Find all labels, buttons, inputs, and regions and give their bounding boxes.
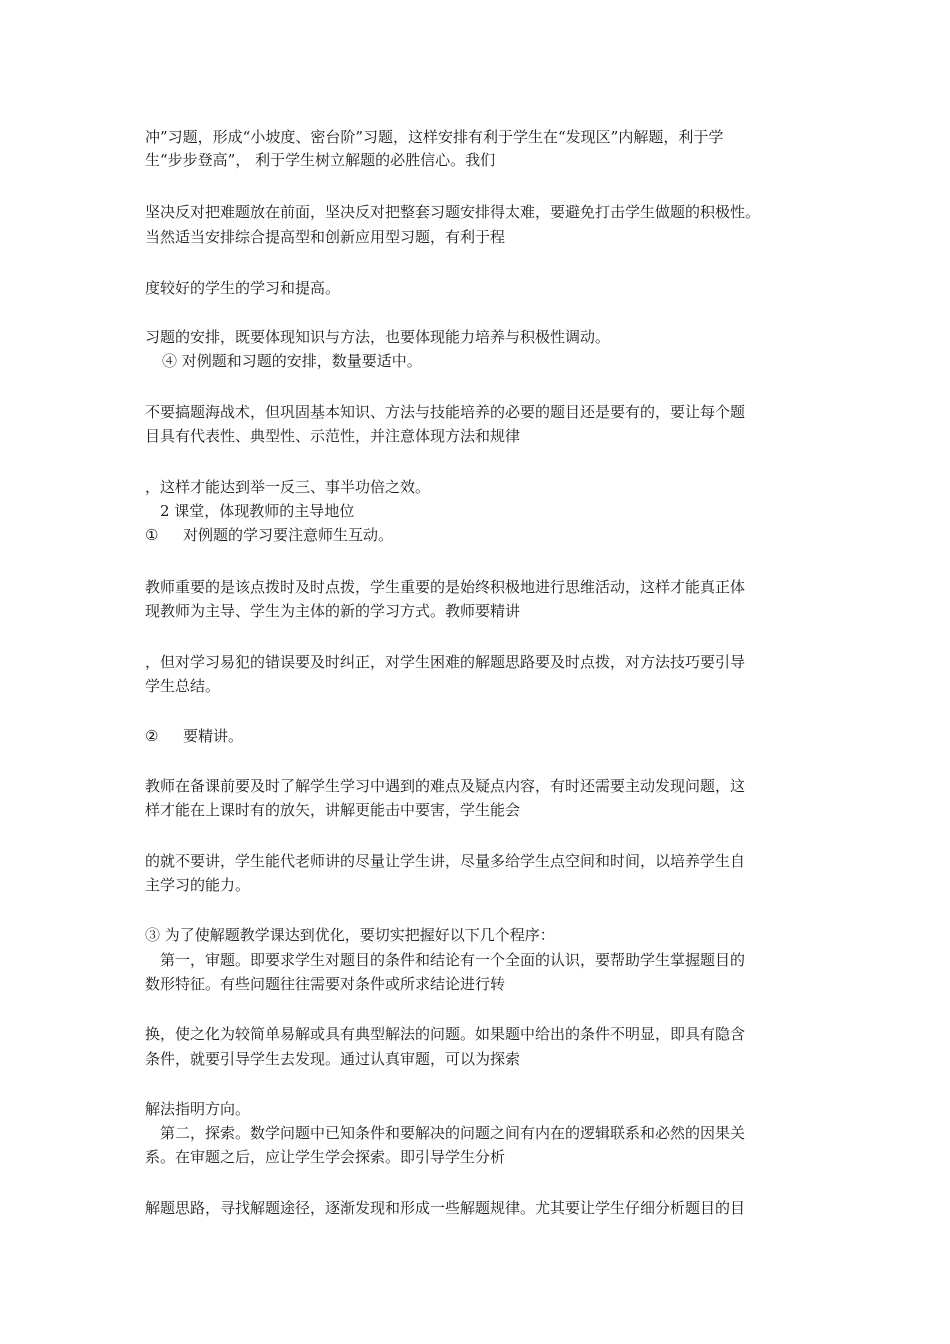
text-line: ③ 为了使解题教学课达到优化，要切实把握好以下几个程序：: [145, 926, 555, 944]
text-line: 样才能在上课时有的放矢，讲解更能击中要害，学生能会: [145, 801, 521, 819]
text-line: 不要搞题海战术，但巩固基本知识、方法与技能培养的必要的题目还是要有的，要让每个题: [145, 403, 746, 421]
text-line: 解题思路，寻找解题途径，逐渐发现和形成一些解题规律。尤其要让学生仔细分析题目的目: [145, 1199, 746, 1217]
text-line: ，这样才能达到举一反三、事半功倍之效。: [145, 478, 431, 496]
section-heading: 2 课堂，体现教师的主导地位: [160, 502, 355, 520]
text-line: 换，使之化为较简单易解或具有典型解法的问题。如果题中给出的条件不明显，即具有隐含: [145, 1025, 746, 1043]
text-line: 的就不要讲，学生能代老师讲的尽量让学生讲，尽量多给学生点空间和时间，以培养学生自: [145, 852, 746, 870]
text-line: ④ 对例题和习题的安排，数量要适中。: [162, 352, 422, 370]
text-line: 冲”习题，形成“小坡度、密台阶”习题，这样安排有利于学生在“发现区”内解题，利于学: [145, 128, 724, 146]
text-line: 坚决反对把难题放在前面，坚决反对把整套习题安排得太难，要避免打击学生做题的积极性。: [145, 203, 761, 221]
list-marker: ②: [145, 727, 159, 745]
text-line: 目具有代表性、典型性、示范性，并注意体现方法和规律: [145, 427, 521, 445]
list-item-text: 要精讲。: [183, 727, 244, 745]
list-item: [145, 726, 243, 746]
text-line: 当然适当安排综合提高型和创新应用型习题，有利于程: [145, 228, 506, 246]
text-line: 教师重要的是该点拨时及时点拨，学生重要的是始终积极地进行思维活动，这样才能真正体: [145, 578, 746, 596]
text-line: ，但对学习易犯的错误要及时纠正，对学生困难的解题思路要及时点拨，对方法技巧要引导: [145, 653, 746, 671]
text-line: 主学习的能力。: [145, 876, 251, 894]
text-line: 第二，探索。数学问题中已知条件和要解决的问题之间有内在的逻辑联系和必然的因果关: [160, 1124, 746, 1142]
text-line: 教师在备课前要及时了解学生学习中遇到的难点及疑点内容，有时还需要主动发现问题，这: [145, 777, 746, 795]
text-line: 数形特征。有些问题往往需要对条件或所求结论进行转: [145, 975, 506, 993]
list-item: [145, 525, 393, 545]
text-line: 习题的安排，既要体现知识与方法，也要体现能力培养与积极性调动。: [145, 328, 611, 346]
text-line: 现教师为主导、学生为主体的新的学习方式。教师要精讲: [145, 602, 521, 620]
text-line: 解法指明方向。: [145, 1100, 251, 1118]
text-line: 度较好的学生的学习和提高。: [145, 279, 341, 297]
text-line: 第一，审题。即要求学生对题目的条件和结论有一个全面的认识，要帮助学生掌握题目的: [160, 951, 746, 969]
text-line: 生“步步登高”， 利于学生树立解题的必胜信心。我们: [145, 151, 496, 169]
list-marker: ①: [145, 526, 159, 544]
text-line: 系。在审题之后，应让学生学会探索。即引导学生分析: [145, 1148, 506, 1166]
text-line: 条件，就要引导学生去发现。通过认真审题，可以为探索: [145, 1050, 521, 1068]
text-line: 学生总结。: [145, 677, 221, 695]
list-item-text: 对例题的学习要注意师生互动。: [183, 526, 394, 544]
